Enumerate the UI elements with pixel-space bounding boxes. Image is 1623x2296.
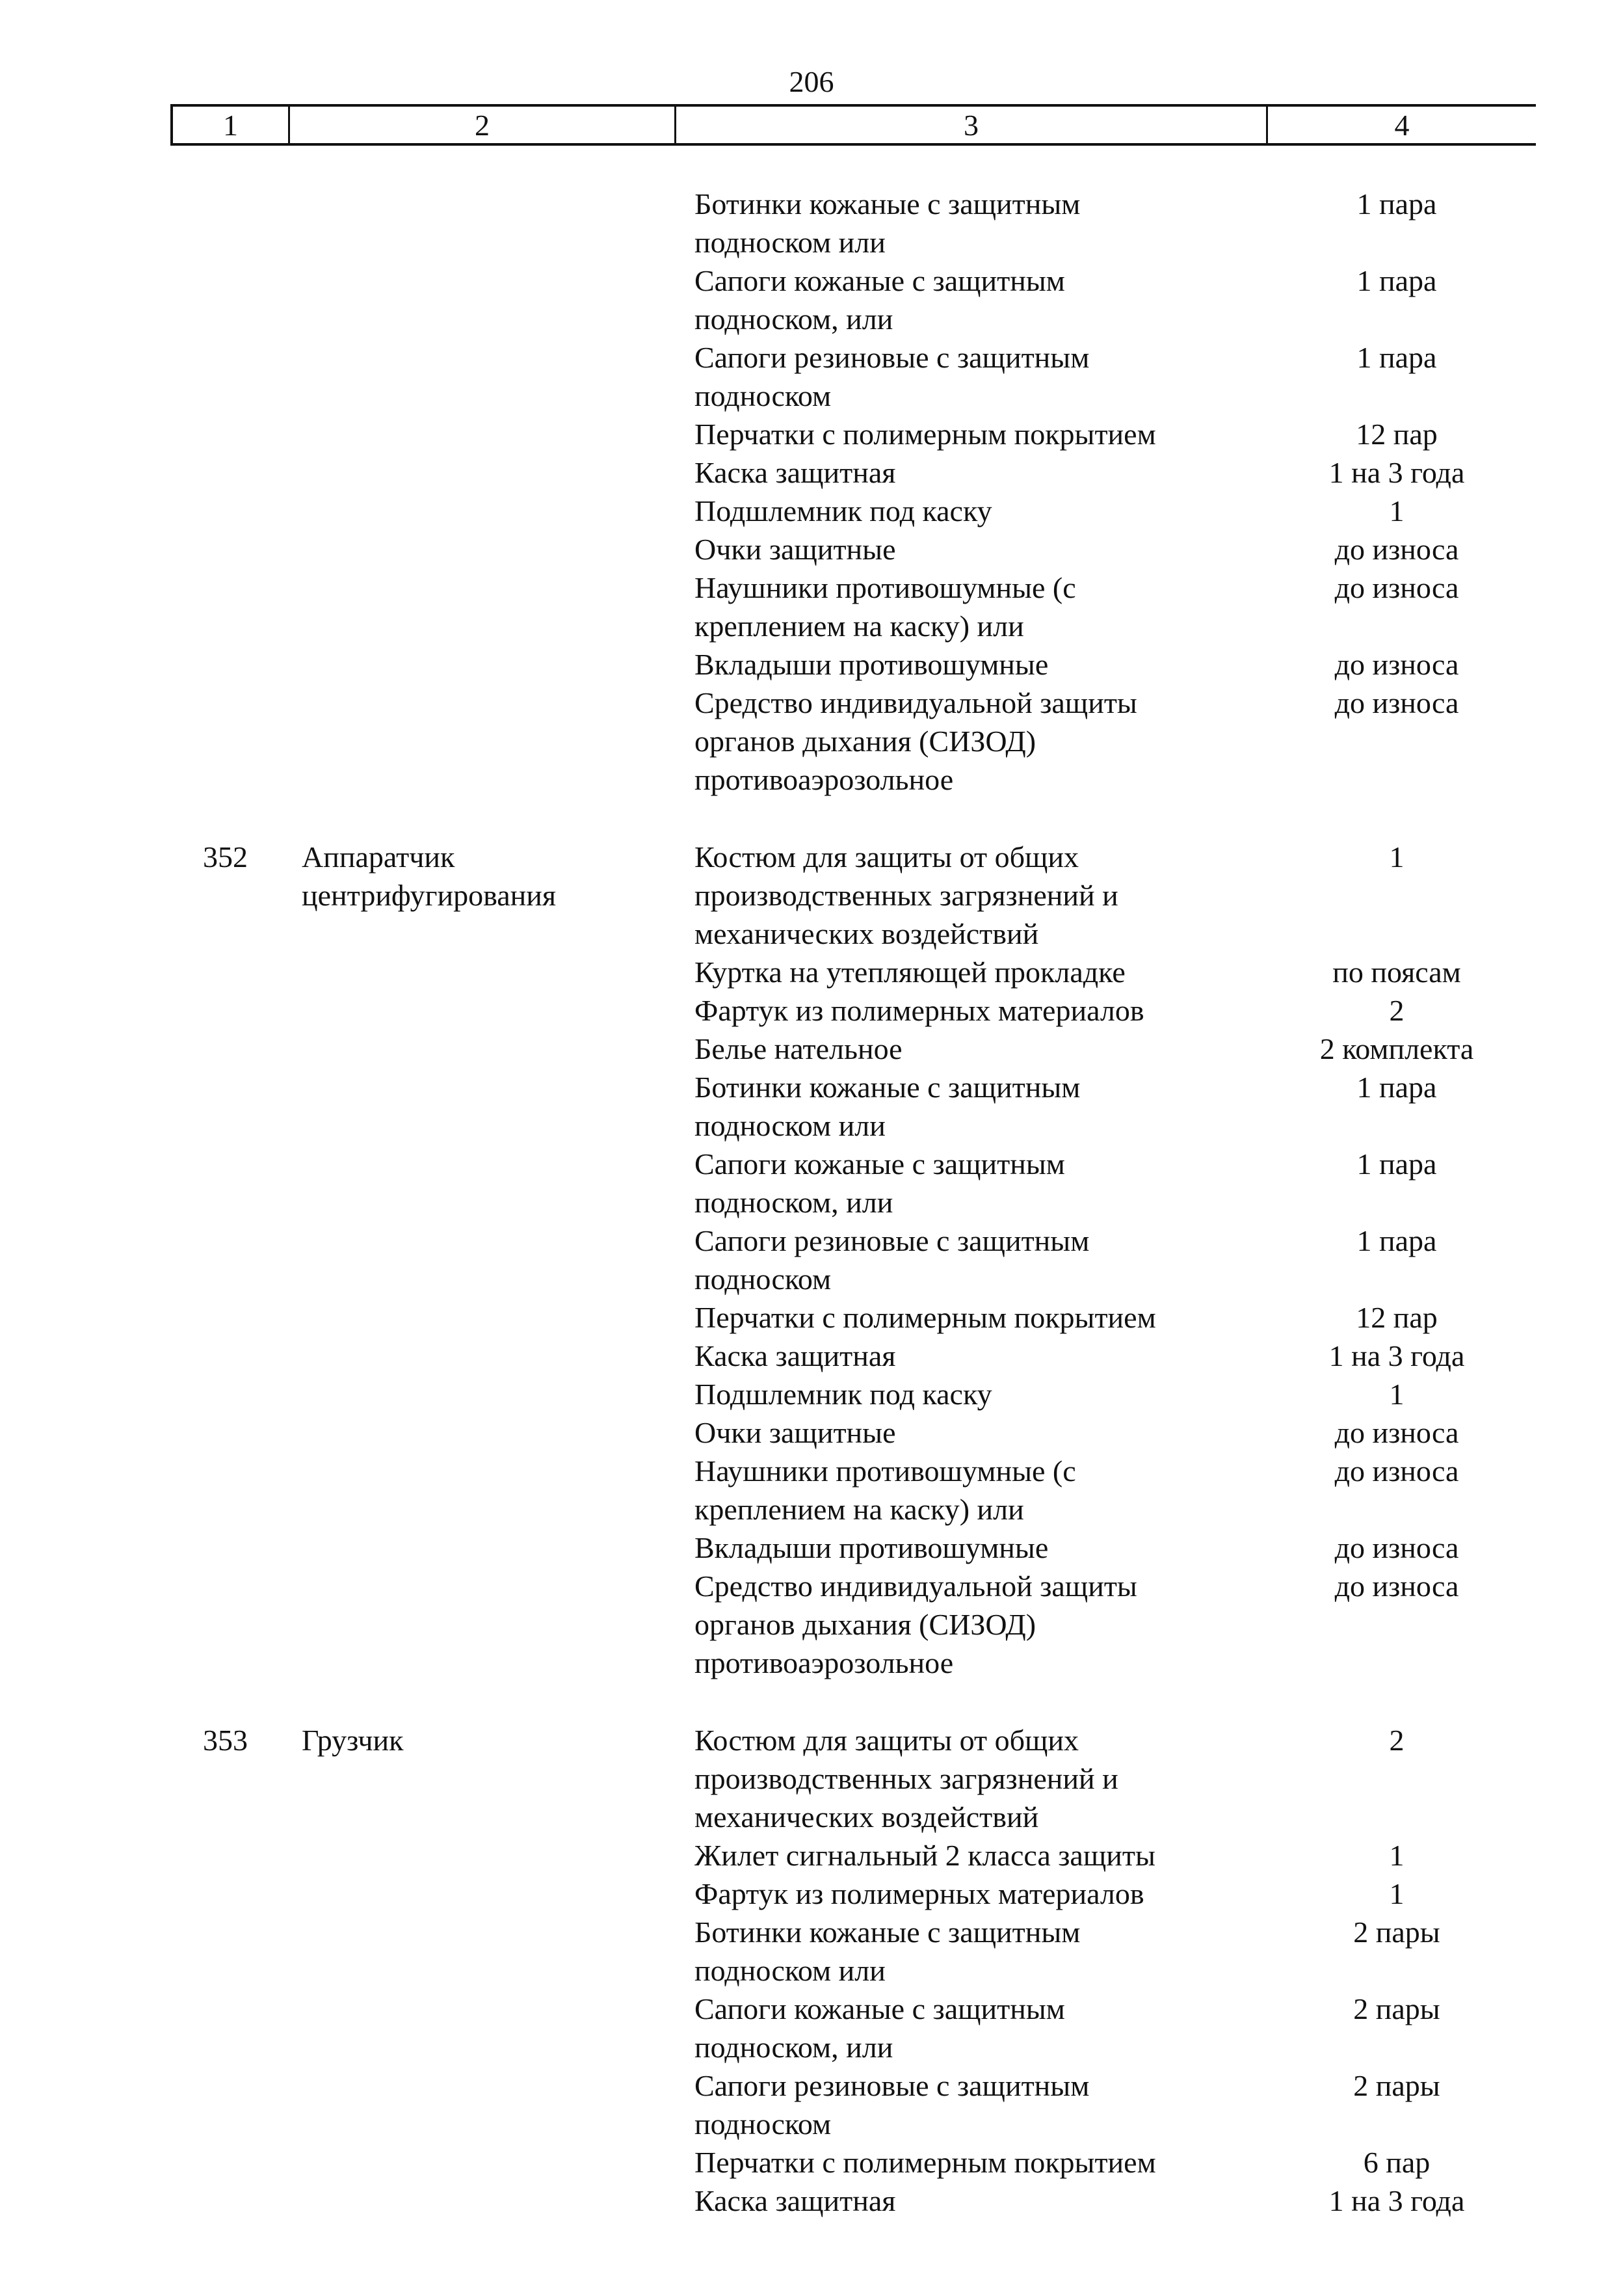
ppe-item-name <box>694 1875 1228 1913</box>
ppe-item-line: органов дыхания (СИЗОД) <box>694 725 1036 758</box>
header-col-3: 3 <box>676 107 1268 143</box>
ppe-item-line: подноском, или <box>694 2031 893 2064</box>
ppe-item-line: производственных загрязнений и <box>694 879 1118 912</box>
ppe-item-line: Фартук из полимерных материалов <box>694 994 1144 1027</box>
ppe-item-quantity: 1 пара <box>1356 264 1437 297</box>
ppe-item-line: подноском, или <box>694 1186 893 1219</box>
ppe-item-line: Наушники противошумные (с <box>694 1454 1076 1488</box>
ppe-item-line: Каска защитная <box>694 2184 896 2217</box>
ppe-item-name <box>694 1413 1228 1452</box>
ppe-item-line: Костюм для защиты от общих <box>694 840 1079 874</box>
ppe-item-quantity: 2 <box>1389 994 1405 1027</box>
ppe-item-line: Очки защитные <box>694 533 896 566</box>
ppe-item-line: подноском или <box>694 226 886 259</box>
table-row <box>0 1836 1623 1875</box>
ppe-item-name <box>694 261 1228 338</box>
table-row <box>0 1298 1623 1337</box>
ppe-item-quantity: 1 на 3 года <box>1328 456 1465 489</box>
ppe-item-name <box>694 991 1228 1030</box>
table-row <box>0 185 1623 261</box>
table-row <box>0 1875 1623 1913</box>
ppe-item-line: Фартук из полимерных материалов <box>694 1877 1144 1910</box>
table-group <box>0 838 1623 1682</box>
ppe-item-quantity: 1 <box>1389 1839 1405 1872</box>
ppe-item-name <box>694 1337 1228 1375</box>
table-row <box>0 1990 1623 2066</box>
table-row <box>0 645 1623 684</box>
table-row <box>0 1528 1623 1567</box>
ppe-item-line: Белье нательное <box>694 1032 903 1065</box>
ppe-item-quantity: до износа <box>1334 686 1459 719</box>
table-body <box>0 185 1623 2259</box>
table-row <box>0 1375 1623 1413</box>
page-number: 206 <box>789 65 834 98</box>
ppe-item-name <box>694 2182 1228 2220</box>
ppe-item-quantity: 1 на 3 года <box>1328 2184 1465 2217</box>
ppe-item-line: Перчатки с полимерным покрытием <box>694 2146 1156 2179</box>
ppe-item-line: Сапоги резиновые с защитным <box>694 1224 1090 1257</box>
ppe-item-line: противоаэрозольное <box>694 1646 954 1679</box>
table-row <box>0 568 1623 645</box>
ppe-item-name <box>694 2143 1228 2182</box>
ppe-item-line: Жилет сигнальный 2 класса защиты <box>694 1839 1155 1872</box>
ppe-item-quantity: 2 пары <box>1353 1916 1440 1949</box>
ppe-item-line: Подшлемник под каску <box>694 1378 992 1411</box>
table-row <box>0 1145 1623 1221</box>
table-row <box>0 1452 1623 1528</box>
ppe-item-name <box>694 953 1228 991</box>
ppe-item-line: Каска защитная <box>694 1339 896 1372</box>
table-row <box>0 1413 1623 1452</box>
job-title-line: центрифугирования <box>302 879 556 912</box>
job-title-line: Аппаратчик <box>302 840 455 874</box>
ppe-item-quantity: до износа <box>1334 1531 1459 1564</box>
ppe-item-quantity: 1 пара <box>1356 187 1437 220</box>
ppe-item-line: Куртка на утепляющей прокладке <box>694 955 1126 989</box>
table-row <box>0 530 1623 568</box>
ppe-item-quantity: 6 пар <box>1363 2146 1431 2179</box>
ppe-item-line: Средство индивидуальной защиты <box>694 1569 1137 1603</box>
ppe-item-name <box>694 568 1228 645</box>
ppe-item-quantity: 2 пары <box>1353 1992 1440 2025</box>
ppe-item-name <box>694 1528 1228 1567</box>
job-title <box>302 838 666 914</box>
ppe-item-line: креплением на каску) или <box>694 609 1024 643</box>
ppe-item-line: Наушники противошумные (с <box>694 571 1076 604</box>
ppe-item-line: Сапоги кожаные с защитным <box>694 264 1065 297</box>
ppe-item-quantity: до износа <box>1334 648 1459 681</box>
ppe-item-line: Костюм для защиты от общих <box>694 1724 1079 1757</box>
ppe-item-line: подноском <box>694 2107 832 2141</box>
ppe-item-name <box>694 1567 1228 1682</box>
table-group <box>0 1721 1623 2220</box>
ppe-item-line: подноском или <box>694 1954 886 1987</box>
ppe-item-quantity: 1 <box>1389 494 1405 527</box>
ppe-item-quantity: по поясам <box>1332 955 1461 989</box>
ppe-item-line: Сапоги кожаные с защитным <box>694 1147 1065 1181</box>
ppe-item-name <box>694 1030 1228 1068</box>
ppe-item-quantity: до износа <box>1334 1416 1459 1449</box>
table-row <box>0 1221 1623 1298</box>
header-col-2: 2 <box>290 107 676 143</box>
ppe-item-name <box>694 1375 1228 1413</box>
ppe-item-line: Каска защитная <box>694 456 896 489</box>
ppe-item-quantity: 2 <box>1389 1724 1405 1757</box>
ppe-item-line: Ботинки кожаные с защитным <box>694 1916 1081 1949</box>
table-row <box>0 1913 1623 1990</box>
table-row <box>0 2066 1623 2143</box>
ppe-item-name <box>694 1913 1228 1990</box>
table-row <box>0 453 1623 492</box>
ppe-item-line: Сапоги резиновые с защитным <box>694 2069 1090 2102</box>
ppe-item-quantity: до износа <box>1334 1569 1459 1603</box>
ppe-item-quantity: 1 пара <box>1356 341 1437 374</box>
table-group <box>0 185 1623 799</box>
table-row <box>0 1068 1623 1145</box>
ppe-item-line: подноском или <box>694 1109 886 1142</box>
ppe-item-line: подноском <box>694 379 832 412</box>
ppe-item-line: креплением на каску) или <box>694 1493 1024 1526</box>
ppe-item-line: Средство индивидуальной защиты <box>694 686 1137 719</box>
table-row <box>0 415 1623 453</box>
ppe-item-line: Перчатки с полимерным покрытием <box>694 418 1156 451</box>
ppe-item-line: Подшлемник под каску <box>694 494 992 527</box>
ppe-item-name <box>694 645 1228 684</box>
ppe-item-line: подноском <box>694 1262 832 1296</box>
table-row <box>0 2182 1623 2220</box>
ppe-item-name <box>694 530 1228 568</box>
ppe-item-line: механических воздействий <box>694 1800 1039 1834</box>
ppe-item-quantity: 1 пара <box>1356 1224 1437 1257</box>
ppe-item-quantity: до износа <box>1334 533 1459 566</box>
ppe-item-quantity: 1 пара <box>1356 1147 1437 1181</box>
ppe-item-quantity: до износа <box>1334 571 1459 604</box>
ppe-item-line: Ботинки кожаные с защитным <box>694 1071 1081 1104</box>
table-row <box>0 953 1623 991</box>
ppe-item-quantity: 1 на 3 года <box>1328 1339 1465 1372</box>
ppe-item-name <box>694 338 1228 415</box>
table-row <box>0 991 1623 1030</box>
ppe-item-name <box>694 453 1228 492</box>
ppe-item-quantity: до износа <box>1334 1454 1459 1488</box>
ppe-item-quantity: 1 <box>1389 840 1405 874</box>
header-col-1: 1 <box>173 107 290 143</box>
ppe-item-name <box>694 1221 1228 1298</box>
ppe-item-quantity: 12 пар <box>1356 418 1438 451</box>
job-title <box>302 1721 666 1759</box>
ppe-item-quantity: 1 <box>1389 1378 1405 1411</box>
ppe-item-name <box>694 1068 1228 1145</box>
ppe-item-quantity: 12 пар <box>1356 1301 1438 1334</box>
ppe-item-name <box>694 1298 1228 1337</box>
row-number: 352 <box>203 840 248 874</box>
ppe-item-name <box>694 2066 1228 2143</box>
header-col-4: 4 <box>1394 108 1410 142</box>
ppe-item-name <box>694 1145 1228 1221</box>
ppe-item-name <box>694 492 1228 530</box>
table-header <box>170 104 1536 146</box>
table-row <box>0 261 1623 338</box>
ppe-item-name <box>694 1990 1228 2066</box>
ppe-item-quantity: 1 пара <box>1356 1071 1437 1104</box>
ppe-item-name <box>694 1452 1228 1528</box>
ppe-item-line: Сапоги резиновые с защитным <box>694 341 1090 374</box>
job-title-line: Грузчик <box>302 1724 404 1757</box>
ppe-item-line: подноском, или <box>694 302 893 336</box>
ppe-item-quantity: 2 комплекта <box>1319 1032 1474 1065</box>
ppe-item-name <box>694 415 1228 453</box>
ppe-item-line: органов дыхания (СИЗОД) <box>694 1608 1036 1641</box>
ppe-item-quantity: 2 пары <box>1353 2069 1440 2102</box>
ppe-item-name <box>694 838 1228 953</box>
table-row <box>0 2143 1623 2182</box>
table-row <box>0 492 1623 530</box>
ppe-item-line: Вкладыши противошумные <box>694 1531 1049 1564</box>
ppe-item-line: Ботинки кожаные с защитным <box>694 187 1081 220</box>
ppe-item-line: механических воздействий <box>694 917 1039 950</box>
ppe-item-line: противоаэрозольное <box>694 763 954 796</box>
ppe-item-name <box>694 1836 1228 1875</box>
ppe-item-line: Очки защитные <box>694 1416 896 1449</box>
ppe-item-line: Сапоги кожаные с защитным <box>694 1992 1065 2025</box>
table-row <box>0 1030 1623 1068</box>
ppe-item-line: Перчатки с полимерным покрытием <box>694 1301 1156 1334</box>
table-row <box>0 338 1623 415</box>
ppe-item-line: Вкладыши противошумные <box>694 648 1049 681</box>
ppe-item-name <box>694 185 1228 261</box>
table-row <box>0 1567 1623 1682</box>
row-number: 353 <box>203 1724 248 1757</box>
ppe-item-name <box>694 1721 1228 1836</box>
table-row <box>0 1337 1623 1375</box>
ppe-item-name <box>694 684 1228 799</box>
table-row <box>0 684 1623 799</box>
ppe-item-line: производственных загрязнений и <box>694 1762 1118 1795</box>
ppe-item-quantity: 1 <box>1389 1877 1405 1910</box>
